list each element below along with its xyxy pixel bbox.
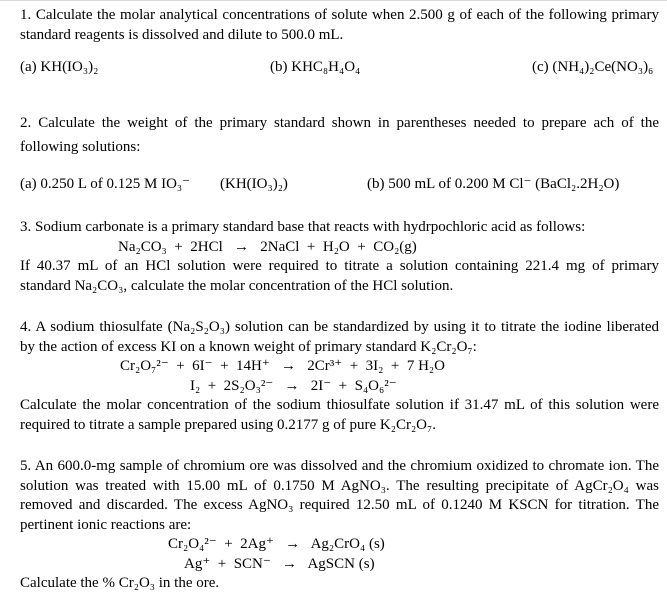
q3-equation: Na₂CO₃ + 2HCl → 2NaCl + H₂O + CO₂(g): [118, 238, 417, 255]
q5-line-3: removed and discarded. The excess AgNO₃ required 12.50 mL of 0.1240 M KSCN for titration. The: [20, 497, 659, 513]
q2-line-1: 2. Calculate the weight of the primary standard shown in parentheses needed to prepare ach of the: [20, 115, 659, 131]
question-3: [20, 218, 659, 296]
q3-line-1: 3. Sodium carbonate is a primary standard base that reacts with hydrpochloric acid as follows:: [20, 219, 586, 235]
q2-option-a: (a) 0.250 L of 0.125 M IO₃⁻: [20, 176, 191, 192]
q1-option-a: (a) KH(IO₃)₂: [20, 59, 99, 75]
q4-line-1: 4. A sodium thiosulfate (Na₂S₂O₃) solution can be standardized by using it to titrate the iodine liberated: [20, 319, 659, 335]
q1-line-2: standard reagents is dissolved and dilute to 500.0 mL.: [20, 26, 344, 43]
question-5: [20, 457, 659, 594]
q5-line-5: Calculate the % Cr₂O₃ in the ore.: [20, 575, 220, 591]
q5-equation-1: Cr₂O₄²⁻ + 2Ag⁺ → Ag₂CrO₄ (s): [168, 536, 385, 552]
q4-equation-2: I₂ + 2S₂O₃²⁻ → 2I⁻ + S₄O₆²⁻: [190, 377, 397, 394]
question-4: [20, 318, 659, 435]
q2-option-a-standard: (KH(IO₃)₂): [220, 176, 288, 192]
question-2: [20, 111, 659, 195]
q5-line-4: pertinent ionic reactions are:: [20, 516, 192, 533]
q2-option-b: (b) 500 mL of 0.200 M Cl⁻ (BaCl₂.2H₂O): [367, 176, 620, 192]
q1-option-b: (b) KHC₈H₄O₄: [270, 59, 361, 75]
q1-option-c: (c) (NH₄)₂Ce(NO₃)₆: [532, 59, 654, 75]
q5-line-2: solution was treated with 15.00 mL of 0.1750 M AgNO₃. The resulting precipitate of AgCr₂O₄ was: [20, 477, 659, 494]
question-1: [20, 6, 659, 78]
q3-line-3: standard Na₂CO₃, calculate the molar concentration of the HCl solution.: [20, 277, 454, 294]
q3-line-2: If 40.37 mL of an HCl solution were required to titrate a solution containing 221.4 mg of primary: [20, 258, 659, 274]
q1-options: [20, 58, 659, 78]
q5-equation-2: Ag⁺ + SCN⁻ → AgSCN (s): [184, 555, 375, 572]
q2-line-2: following solutions:: [20, 139, 141, 155]
top-divider: [0, 0, 667, 1]
q4-line-4: required to titrate a sample prepared using 0.2177 g of pure K₂Cr₂O₇.: [20, 416, 436, 433]
q4-line-3: Calculate the molar concentration of the sodium thiosulfate solution if 31.47 mL of this solution were: [20, 397, 659, 413]
q4-line-2: by the action of excess KI on a known weight of primary standard K₂Cr₂O₇:: [20, 338, 477, 355]
q1-line-1: 1. Calculate the molar analytical concentrations of solute when 2.500 g of each of the following primary: [20, 7, 659, 23]
q5-line-1: 5. An 600.0-mg sample of chromium ore was dissolved and the chromium oxidized to chromate ion. The: [20, 458, 659, 474]
q2-options: [20, 175, 659, 195]
q4-equation-1: Cr₂O₇²⁻ + 6I⁻ + 14H⁺ → 2Cr³⁺ + 3I₂ + 7 H₂O: [120, 358, 445, 374]
